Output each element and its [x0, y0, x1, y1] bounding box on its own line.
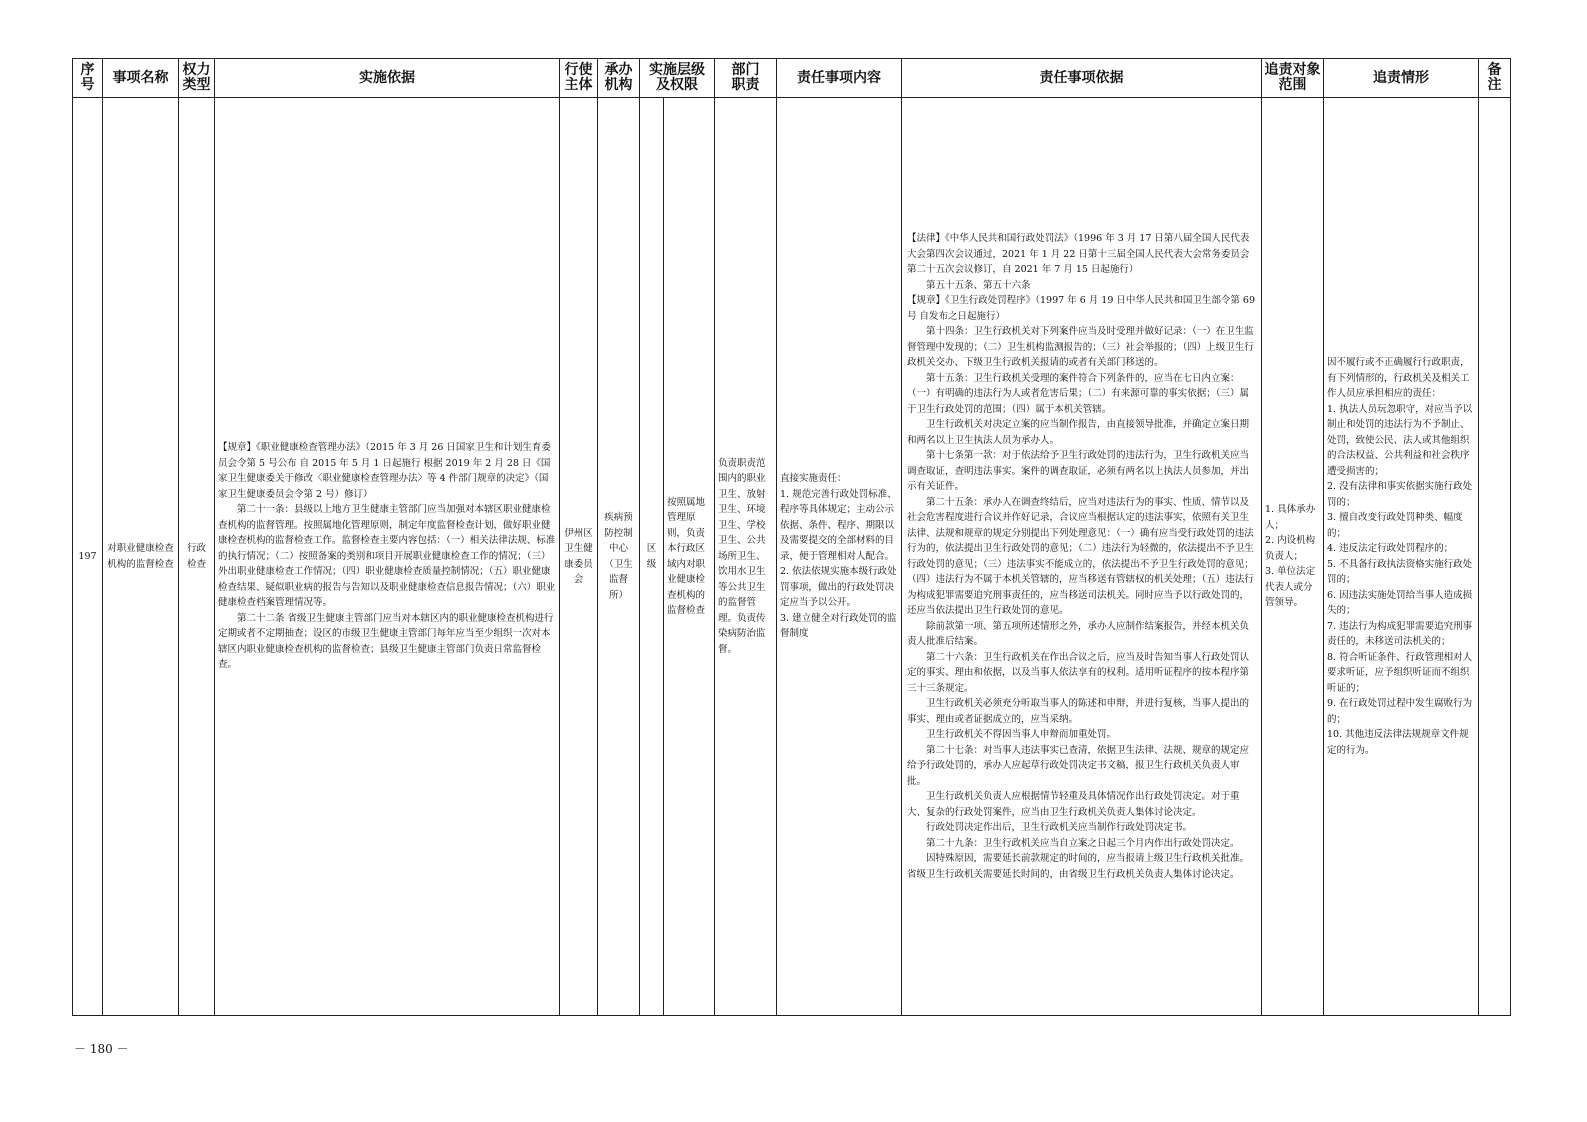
header-basis: 实施依据 — [215, 59, 560, 98]
account-case-line: 1. 执法人员玩忽职守，对应当予以制止和处罚的违法行为不予制止、处罚，致使公民、法人或其他组织的合法权益、公共利益和社会秩序遭受损害的； — [1327, 403, 1473, 477]
resp-content-line: 直接实施责任： — [780, 473, 847, 485]
row-agency: 疾病预防控制中心（卫生监督所） — [598, 98, 640, 1016]
basis-source: 【规章】《职业健康检查管理办法》（2015 年 3 月 26 日国家卫生和计划生育委员会令第 5 号公布 自 2015 年 5 月 1 日起施行 根据 2019 年 2 月 28 日《国家卫生健康委关于修改〈职业健康检查管理办法〉等 4 件部门规章的决定》（国家卫生健康委员会令第 2 号）修订） — [218, 442, 551, 500]
account-case-line: 8. 符合听证条件、行政管理相对人要求听证，应予组织听证而不组织听证的； — [1327, 651, 1473, 694]
account-scope-line: 3. 单位法定代表人或分管领导。 — [1265, 566, 1316, 609]
row-dept-duty: 负责职责范围内的职业卫生、放射卫生、环境卫生、学校卫生、公共场所卫生、饮用水卫生等公共卫生的监督管理。负责传染病防治监督。 — [715, 98, 777, 1016]
account-scope-line: 1. 具体承办人； — [1265, 504, 1316, 531]
header-account-scope: 追责对象范围 — [1262, 59, 1324, 98]
resp-basis-paragraph: 【规章】《卫生行政处罚程序》（1997 年 6 月 19 日中华人民共和国卫生部令第 69 号 自发布之日起施行） — [907, 295, 1256, 322]
row-resp-content — [777, 98, 902, 1016]
row-seq: 197 — [73, 98, 103, 1016]
account-case-line: 3. 擅自改变行政处罚种类、幅度的； — [1327, 512, 1463, 539]
resp-basis-paragraph: 卫生行政机关必须充分听取当事人的陈述和申辩，并进行复核，当事人提出的事实、理由或者证据成立的，应当采纳。 — [907, 698, 1250, 725]
account-case-line: 10. 其他违反法律法规规章文件规定的行为。 — [1327, 729, 1469, 756]
row-item-name: 对职业健康检查机构的监督检查 — [103, 98, 179, 1016]
resp-basis-paragraph: 第二十九条：卫生行政机关应当自立案之日起三个月内作出行政处罚决定。 — [926, 837, 1240, 849]
header-item-name: 事项名称 — [103, 59, 179, 98]
basis-article-21: 第二十一条：县级以上地方卫生健康主管部门应当加强对本辖区职业健康检查机构的监督管理。按照属地化管理原则，制定年度监督检查计划，做好职业健康检查机构的监督检查工作。监督检查主要内容包括：（一）相关法律法规、标准的执行情况；（二）按照备案的类别和项目开展职业健康检查工作的情况；（三）外出职业健康检查工作情况；（四）职业健康检查质量控制情况；（五）职业健康检查结果、疑似职业病的报告与告知以及职业健康检查信息报告情况；（六）职业健康检查档案管理情况等。 — [218, 504, 556, 609]
row-power-type: 行政检查 — [179, 98, 215, 1016]
resp-basis-paragraph: 第二十六条：卫生行政机关在作出合议之后，应当及时告知当事人行政处罚认定的事实、理由和依据，以及当事人依法享有的权利。适用听证程序的按本程序第三十三条规定。 — [907, 651, 1250, 694]
resp-content-line: 3. 建立健全对行政处罚的监督制度 — [780, 612, 897, 640]
row-account-scope — [1262, 98, 1324, 1016]
account-case-line: 5. 不具备行政执法资格实施行政处罚的； — [1327, 558, 1473, 585]
resp-basis-paragraph: 卫生行政机关负责人应根据情节轻重及具体情况作出行政处罚决定。对于重大、复杂的行政处罚案件，应当由卫生行政机关负责人集体讨论决定。 — [907, 791, 1240, 818]
resp-basis-paragraph: 【法律】《中华人民共和国行政处罚法》（1996 年 3 月 17 日第八届全国人民代表大会第四次会议通过，2021 年 1 月 22 日第十三届全国人民代表大会常务委员会第二十五次会议修订，自 2021 年 7 月 15 日起施行） — [907, 233, 1250, 275]
header-account-cases: 追责情形 — [1324, 59, 1479, 98]
table-row — [73, 98, 1511, 1016]
resp-content-line: 2. 依法依规实施本级行政处罚事项，做出的行政处罚决定应当予以公开。 — [780, 566, 897, 609]
resp-basis-paragraph: 除前款第一项、第五项所述情形之外，承办人应制作结案报告，并经本机关负责人批准后结案。 — [907, 620, 1250, 647]
header-subject: 行使主体 — [560, 59, 598, 98]
resp-basis-paragraph: 第五十五条、第五十六条 — [926, 279, 1031, 291]
header-level-authority: 实施层级及权限 — [640, 59, 715, 98]
resp-content-line: 1. 规范完善行政处罚标准、程序等具体规定；主动公示依据、条件、程序、期限以及需要提交的全部材料的目录，便于管理相对人配合。 — [780, 488, 897, 562]
row-account-cases — [1324, 98, 1479, 1016]
responsibility-table — [72, 58, 1511, 1016]
resp-basis-paragraph: 卫生行政机关对决定立案的应当制作报告，由直接领导批准，并确定立案日期和两名以上卫生执法人员为承办人。 — [907, 419, 1250, 446]
resp-basis-paragraph: 因特殊原因，需要延长前款规定的时间的，应当报请上级卫生行政机关批准。省级卫生行政机关需要延长时间的，由省级卫生行政机关负责人集体讨论决定。 — [907, 853, 1250, 880]
account-case-line: 因不履行或不正确履行行政职责，有下列情形的，行政机关及相关工作人员应承担相应的责任： — [1327, 357, 1470, 399]
resp-basis-paragraph: 第十四条：卫生行政机关对下列案件应当及时受理并做好记录：（一）在卫生监督管理中发现的；（二）卫生机构监测报告的；（三）社会举报的；（四）上级卫生行政机关交办、下级卫生行政机关报请的或者有关部门移送的。 — [907, 326, 1254, 368]
basis-article-22: 第二十二条 省级卫生健康主管部门应当对本辖区内的职业健康检查机构进行定期或者不定期抽查；设区的市级卫生健康主管部门每年应当至少组织一次对本辖区内职业健康检查机构的监督检查；县级卫生健康主管部门负责日常监督检查。 — [218, 612, 554, 671]
account-case-line: 4. 违反法定行政处罚程序的； — [1327, 543, 1454, 554]
header-row — [73, 59, 1511, 98]
account-case-line: 7. 违法行为构成犯罪需要追究刑事责任的，未移送司法机关的； — [1327, 620, 1473, 647]
header-resp-content: 责任事项内容 — [777, 59, 902, 98]
resp-basis-paragraph: 第十七条第一款：对于依法给予卫生行政处罚的违法行为，卫生行政机关应当调查取证，查明违法事实。案件的调查取证，必须有两名以上执法人员参加，并出示有关证件。 — [907, 450, 1250, 492]
resp-basis-paragraph: 行政处罚决定作出后，卫生行政机关应当制作行政处罚决定书。 — [926, 822, 1193, 833]
header-power-type: 权力类型 — [179, 59, 215, 98]
row-level: 区级 — [640, 98, 664, 1016]
row-subject: 伊州区卫生健康委员会 — [560, 98, 598, 1016]
row-remark — [1479, 98, 1511, 1016]
account-case-line: 9. 在行政处罚过程中发生腐败行为的； — [1327, 698, 1473, 725]
account-scope-line: 2. 内设机构负责人； — [1265, 535, 1316, 562]
header-agency: 承办机构 — [598, 59, 640, 98]
resp-basis-paragraph: 第十五条：卫生行政机关受理的案件符合下列条件的，应当在七日内立案：（一）有明确的违法行为人或者危害后果；（二）有来源可靠的事实依据；（三）属于卫生行政处罚的范围；（四）属于本机关管辖。 — [907, 372, 1250, 415]
resp-basis-paragraph: 卫生行政机关不得因当事人申辩而加重处罚。 — [926, 729, 1117, 740]
account-case-line: 2. 没有法律和事实依据实施行政处罚的； — [1327, 481, 1473, 508]
row-basis — [215, 98, 560, 1016]
row-authority: 按照属地管理原则，负责本行政区域内对职业健康检查机构的监督检查 — [664, 98, 715, 1016]
account-case-line: 6. 因违法实施处罚给当事人造成损失的； — [1327, 589, 1473, 616]
header-resp-basis: 责任事项依据 — [902, 59, 1262, 98]
header-dept-duty: 部门职责 — [715, 59, 777, 98]
page-number: － 180 － — [74, 1042, 129, 1056]
resp-basis-paragraph: 第二十五条：承办人在调查终结后，应当对违法行为的事实、性质、情节以及社会危害程度进行合议并作好记录，合议应当根据认定的违法事实，依照有关卫生法律、法规和规章的规定分别提出下列处理意见：（一）确有应当受行政处罚的违法行为的，依法提出卫生行政处罚的意见；（二）违法行为轻微的，依法提出不予卫生行政处罚的意见；（三）违法事实不能成立的，依法提出不予卫生行政处罚的意见；（四）违法行为不属于本机关管辖的，应当移送有管辖权的机关处理；（五）违法行为构成犯罪需要追究刑事责任的，应当移送司法机关。同时应当予以行政处罚的，还应当依法提出卫生行政处罚的意见。 — [907, 496, 1254, 616]
header-remark: 备注 — [1479, 59, 1511, 98]
row-resp-basis — [902, 98, 1262, 1016]
resp-basis-paragraph: 第二十七条：对当事人违法事实已查清，依据卫生法律、法规、规章的规定应给予行政处罚的，承办人应起草行政处罚决定书文稿，报卫生行政机关负责人审批。 — [907, 744, 1250, 787]
header-seq: 序号 — [73, 59, 103, 98]
